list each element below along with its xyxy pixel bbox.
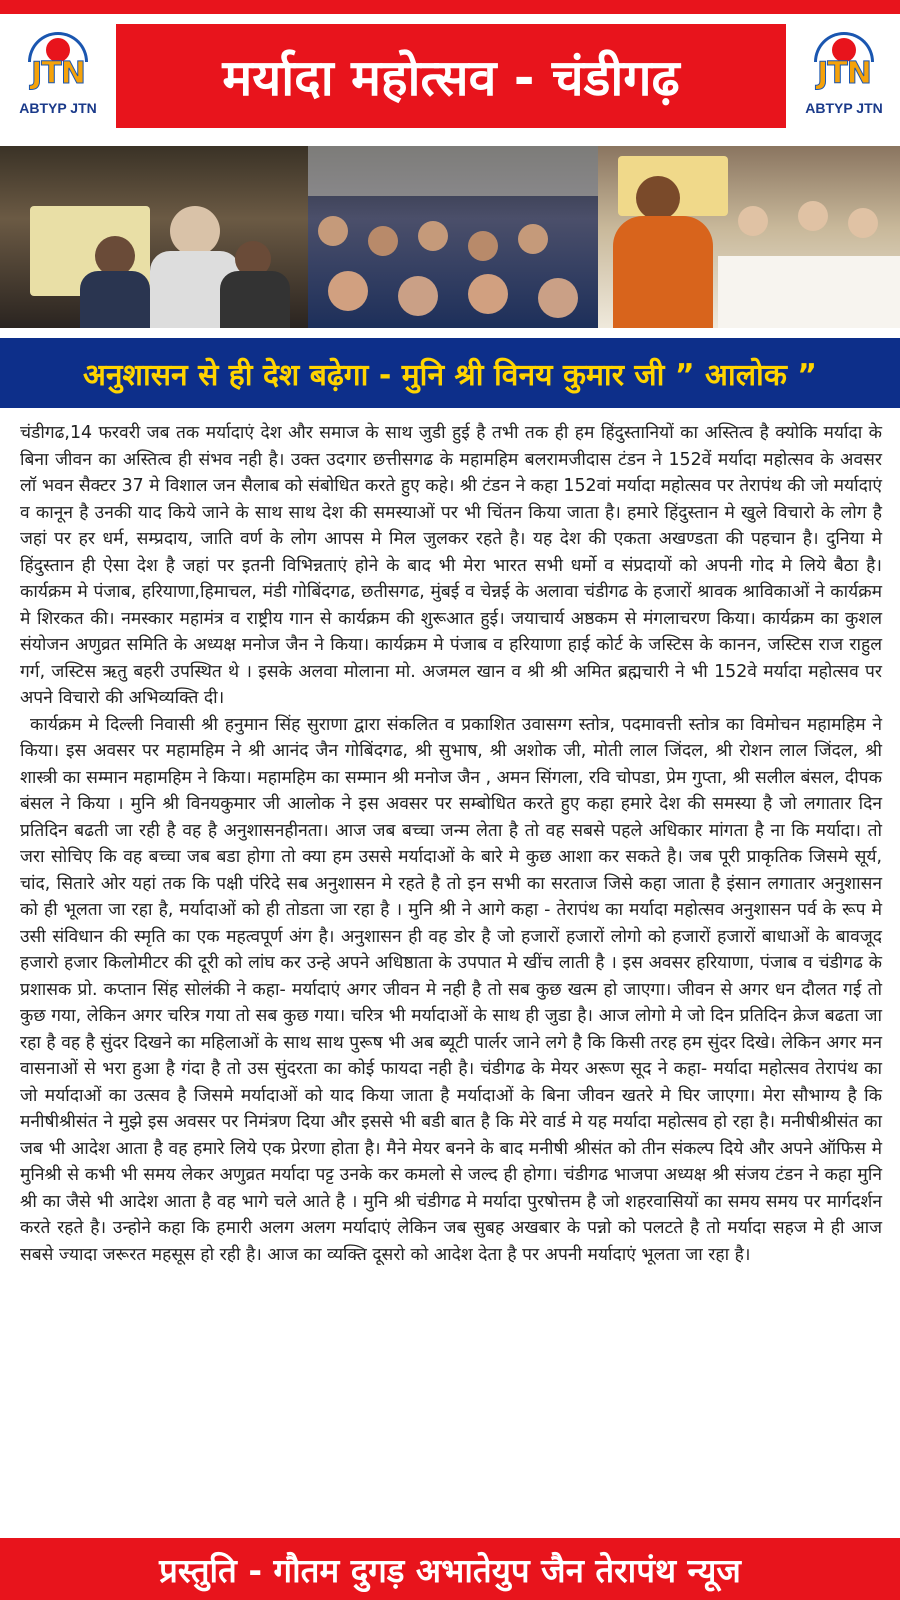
photo-audience (308, 146, 598, 328)
logo-caption: ABTYP JTN (805, 100, 883, 116)
title-banner (116, 24, 786, 128)
photo-dais (598, 146, 900, 328)
jtn-logo-right (794, 30, 894, 130)
logo-text: JTN (31, 56, 85, 91)
header (0, 20, 900, 138)
photo-event-stage (0, 146, 308, 328)
headline-bar (0, 338, 900, 408)
jtn-logo-icon (804, 30, 884, 92)
logo-text: JTN (817, 56, 871, 91)
headline: अनुशासन से ही देश बढ़ेगा - मुनि श्री विनय कुमार जी ” आलोक ” (82, 357, 818, 393)
jtn-logo-left (8, 30, 108, 130)
article-body (20, 420, 882, 1528)
jtn-logo-icon (18, 30, 98, 92)
article-paragraph: चंडीगढ,14 फरवरी जब तक मर्यादाएं देश और समाज के साथ जुडी हुई है तभी तक ही हम हिंदुस्तानियों का अस्तित्व है क्योकि मर्यादा के बिना जीवन का अस्तित्व ही संभव नही है। उक्त उदगार छत्तीसगढ के महामहिम बलरामजीदास टंडन ने 152वें मर्यादा महोत्सव के अवसर लॉ भवन सैक्टर 37 मे विशाल जन सैलाब को संबोधित करते हुए कहे। श्री टंडन ने कहा 152वां मर्यादा महोत्सव पर तेरापंथ की जो मर्यादाएं व कानून है उनकी याद किये जाने के साथ साथ देश की समस्याओं पर भी चिंतन किया जाता है। हमारे हिंदुस्तान मे खुले विचारो के लोग है जहां पर हर धर्म, सम्प्रदाय, जाति वर्ण के लोग आपस मे मिल जुलकर रहते है। यह देश की एकता अखण्डता की पहचान है। दुनिया मे हिंदुस्तान ही ऐसा देश है जहां पर इतनी विभिन्नताएं होने के बाद भी मेरा भारत सभी धर्मो व संप्रदायों को अपनी गोद मे लिये बैठा है। कार्यक्रम मे पंजाब, हरियाणा,हिमाचल, मंडी गोबिंदगढ, छतीसगढ, मुंबई व चेन्नई के अलावा चंडीगढ के हजारों श्रावक श्राविकाओं ने कार्यक्रम मे शिरकत की। नमस्कार महामंत्र व राष्ट्रीय गान से कार्यक्रम की शुरूआत हुई। जयाचार्य अष्ठकम से मंगलाचरण किया। कार्यक्रम का कुशल संयोजन अणुव्रत समिति के अध्यक्ष मनोज जैन ने किया। कार्यक्रम मे पंजाब व हरियाणा हाई कोर्ट के जस्टिस के कानन, जस्टिस राज राहुल गर्ग, जस्टिस ऋतु बहरी उपस्थित थे । इसके अलवा मोलाना मो. अजमल खान व श्री श्री अमित ब्रह्मचारी ने भी 152वे मर्यादा महोत्सव पर अपने विचारो की अभिव्यक्ति दी। (20, 423, 882, 708)
page-title: मर्यादा महोत्सव - चंडीगढ़ (222, 49, 680, 107)
footer-bar (0, 1538, 900, 1600)
top-red-stripe (0, 0, 900, 14)
logo-caption: ABTYP JTN (19, 100, 97, 116)
photo-strip (0, 146, 900, 328)
article-paragraph: कार्यक्रम मे दिल्ली निवासी श्री हनुमान सिंह सुराणा द्वारा संकलित व प्रकाशित उवासग्ग स्तोत्र, पदमावत्ती स्तोत्र का विमोचन महामहिम ने किया। इस अवसर पर महामहिम ने श्री आनंद जैन गोबिंदगढ, श्री सुभाष, श्री अशोक जी, मोती लाल जिंदल, श्री रोशन लाल जिंदल, श्री शास्त्री का सम्मान महामहिम ने किया। महामहिम का सम्मान श्री मनोज जैन , अमन सिंगला, रवि चोपडा, प्रेम गुप्ता, श्री सलील बंसल, दीपक बंसल ने किया । मुनि श्री विनयकुमार जी आलोक ने इस अवसर पर सम्बोधित करते हुए कहा हमारे देश की समस्या है जो लगातार दिन प्रतिदिन बढती जा रही है वह है अनुशासनहीनता। आज जब बच्चा जन्म लेता है तो वह सबसे पहले अधिकार मांगता है ना कि मर्यादा। तो जरा सोचिए कि वह बच्चा जब बडा होगा तो क्या हम उससे मर्यादाओं के बारे मे कुछ आशा कर सकते है। जब पूरी प्राकृतिक जिसमे सूर्य, चांद, सितारे ओर यहां तक कि पक्षी पंरिदे सब अनुशासन मे रहते है तो इन सभी का सरताज जिसे कहा जाता है इंसान लगातार अनुशासन को ही भूलता जा रहा है, मर्यादाओं को ही तोडता जा रहा है । मुनि श्री ने आगे कहा - तेरापंथ का मर्यादा महोत्सव अनुशासन पर्व के रूप मे उसी संविधान की स्मृति का एक महत्वपूर्ण अंग है। अनुशासन ही वह डोर है जो हजारों हजारों लोगो को हजारों हजारों बाधाओं के बावजूद हजारो हजार किलोमीटर की दूरी को लांघ कर उन्हे अपने अधिष्ठाता के उपपात मे खींच लाती है । इस अवसर हरियाणा, पंजाब व चंडीगढ के प्रशासक प्रो. कप्तान सिंह सोलंकी ने कहा- मर्यादाएं अगर जीवन मे नही है तो सब कुछ खत्म हो जाएगा। जीवन से अगर धन दौलत गई तो कुछ गया, लेकिन अगर चरित्र गया तो सब कुछ गया। चरित्र भी मर्यादाओं के साथ ही जुडा है। आज लोगो मे जो दिन प्रतिदिन क्रेज बढता जा रहा है वह है सुंदर दिखने का महिलाओं के साथ साथ पुरूष भी अब ब्यूटी पार्लर जाने लगे है कि किसी तरह हम सुंदर दिखे। लेकिन अगर मन वासनाओं से भरा हुआ है गंदा है तो उस सुंदरता का कोई फायदा नही है। चंडीगढ के मेयर अरूण सूद ने कहा- मर्यादा महोत्सव तेरापंथ का जो मर्यादाओं का उत्सव है जिसमे मर्यादाओं को याद किया जाता है मर्यादाओं के बिना जीवन खतरे मे घिर जाएगा। मेरा सौभाग्य है कि मनीषीश्रीसंत ने मुझे इस अवसर पर निमंत्रण दिया और इससे भी बडी बात है कि मेरे वार्ड मे यह मर्यादा महोत्सव हो रहा है। मनीषीश्रीसंत का जब भी आदेश आता है वह हमारे लिये एक प्रेरणा होता है। मैने मेयर बनने के बाद मनीषी श्रीसंत को तीन संकल्प दिये और अपने ऑफिस मे मुनिश्री से कभी भी समय लेकर अणुव्रत मर्यादा पट्ट उनके कर कमलो से जल्द ही होगा। चंडीगढ भाजपा अध्यक्ष श्री संजय टंडन ने कहा मुनि श्री का जैसे भी आदेश आता है वह भागे चले आते है । मुनि श्री चंडीगढ मे मर्यादा पुरषोत्तम है जो शहरवासियों का समय समय पर मार्गदर्शन करते रहते है। उन्होने कहा कि हमारी अलग अलग मर्यादाएं लेकिन जब सुबह अखबार के पन्नो को पलटते है तो मर्यादा सहज मे ही आज सबसे ज्यादा जरूरत महसूस हो रही है। आज का व्यक्ति दूसरो को आदेश देता है पर अपनी मर्यादाएं भूलता जा रहा है। (20, 714, 883, 1265)
footer-credit: प्रस्तुति - गौतम दुगड़ अभातेयुप जैन तेरापंथ न्यूज (159, 1550, 741, 1590)
